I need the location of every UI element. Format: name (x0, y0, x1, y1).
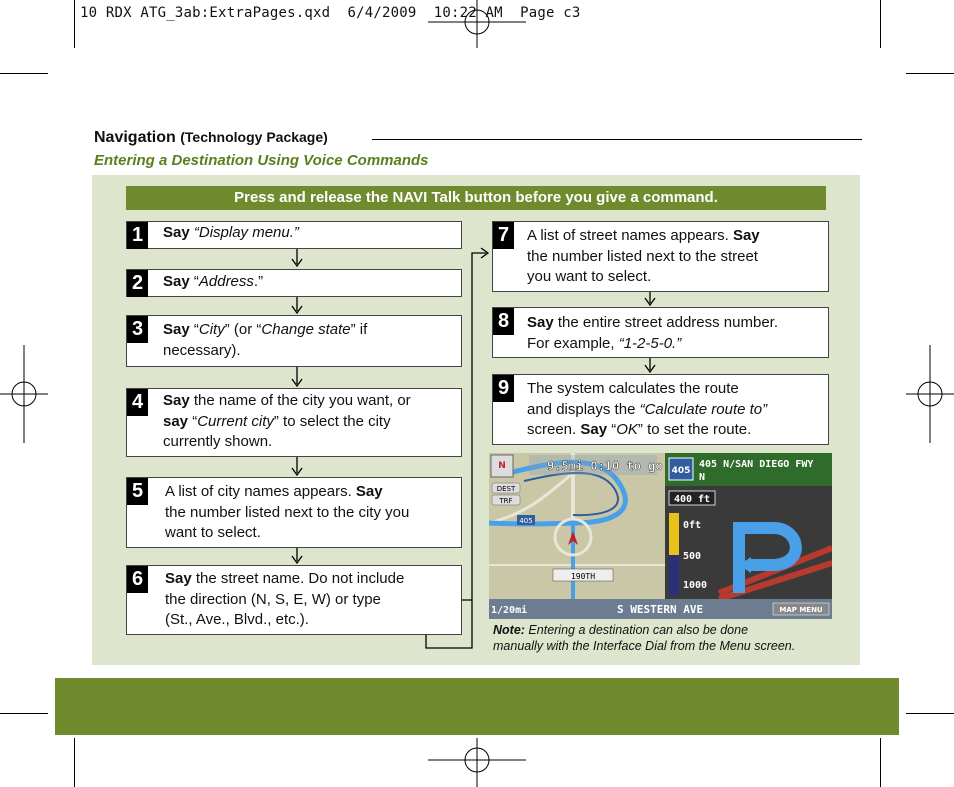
step-text-fragment: “ (607, 421, 617, 438)
step-text-fragment: Say (165, 570, 192, 587)
step-text-fragment: “1-2-5-0.” (618, 334, 682, 352)
dest-label: DEST (496, 485, 516, 493)
distance-readout: 9.5mi 0:10 to go (547, 459, 663, 473)
current-street: S WESTERN AVE (617, 603, 704, 616)
step-text-fragment: Say (163, 321, 190, 338)
step-number: 2 (127, 270, 148, 297)
arrow-6-7 (426, 248, 488, 648)
arrow-7-8 (645, 292, 655, 305)
arrow-4-5 (292, 457, 302, 475)
step-text-fragment: ” (or “ (224, 321, 262, 338)
step-text-fragment: the entire street address number. (553, 314, 778, 331)
hwy-shield-small-label: 405 (519, 517, 533, 525)
step-text-fragment: Say (163, 224, 190, 241)
map-menu-label: MAP MENU (779, 606, 823, 614)
instruction-banner: Press and release the NAVI Talk button before you give a command. (126, 186, 826, 210)
step-text-fragment: For example, (527, 334, 619, 352)
title-text: Navigation (94, 129, 176, 146)
step-text-fragment: want to select. (165, 524, 261, 541)
step-text-fragment: ” to set the route. (637, 421, 752, 438)
gauge-label: 1000 (683, 580, 708, 591)
step-text-fragment: Say (732, 227, 760, 244)
step-text-fragment: “Display menu.” (193, 224, 299, 241)
step-text-fragment: (St., Ave., Blvd., etc.). (165, 611, 309, 628)
step-text-fragment: the street name. Do not include (191, 570, 405, 587)
compass-label: N (498, 461, 506, 471)
arrow-3-4 (292, 367, 302, 386)
step-text-fragment: OK (616, 421, 638, 438)
print-slug: 10 RDX ATG_3ab:ExtraPages.qxd 6/4/2009 10:22 AM Page c3 (80, 5, 581, 21)
step-number: 6 (127, 566, 148, 593)
gauge-label: 0ft (683, 520, 702, 531)
step-text-fragment: The system calculates the route (527, 380, 739, 397)
step-number: 4 (127, 389, 148, 416)
navigation-screen-image (489, 453, 832, 619)
step-number: 8 (493, 308, 514, 335)
map-scale: 1/20mi (491, 605, 528, 616)
arrow-5-6 (292, 548, 302, 563)
gauge-label: 500 (683, 551, 702, 562)
step-text-fragment: ” to select the city (273, 412, 391, 430)
step-text-fragment: Say (355, 483, 383, 500)
distance-gauge-fill (669, 555, 679, 595)
step-number: 7 (493, 222, 514, 249)
section-heading: Entering a Destination Using Voice Commands (94, 152, 429, 169)
step-text-fragment: A list of city names appears. (165, 483, 356, 500)
step-text-fragment: Say (163, 392, 190, 409)
step-number: 9 (493, 375, 514, 402)
note-label: Note: (493, 623, 525, 637)
arrow-1-2 (292, 249, 302, 266)
step-text-fragment: A list of street names appears. (527, 227, 733, 244)
step-text-fragment: “Calculate route to” (639, 400, 768, 418)
footer-bar (55, 678, 899, 735)
step-text-fragment: and displays the (527, 400, 640, 418)
hwy-shield-label: 405 (671, 466, 691, 476)
traffic-label: TRF (499, 497, 513, 505)
distance-ahead: 400 ft (673, 494, 711, 505)
note-line-2: manually with the Interface Dial from the Menu screen. (493, 639, 796, 653)
road-direction: N (699, 472, 706, 483)
step-text-fragment: screen. (527, 421, 581, 438)
step-text-fragment: necessary). (163, 341, 241, 359)
step-text-fragment: Say (527, 314, 554, 331)
step-text-fragment: ” if (350, 321, 368, 338)
step-text-fragment: currently shown. (163, 433, 273, 450)
step-text-fragment: Current city (197, 412, 274, 430)
step-text-fragment: “ (189, 321, 199, 338)
step-text-fragment: .” (253, 273, 264, 290)
step-text-fragment: “ (188, 412, 198, 430)
step-number: 1 (127, 222, 148, 249)
arrow-8-9 (645, 358, 655, 372)
step-number: 5 (127, 478, 148, 505)
step-text-fragment: “ (189, 273, 199, 290)
step-text-fragment: Address (198, 273, 254, 290)
step-text-fragment: say (163, 412, 189, 430)
road-name: 405 N/SAN DIEGO FWY (699, 459, 814, 470)
step-text-fragment: the name of the city you want, or (189, 392, 411, 409)
step-text-fragment: you want to select. (527, 268, 652, 285)
step-number: 3 (127, 316, 148, 343)
poi-label: 190TH (570, 572, 596, 581)
step-text-fragment: Change state (261, 321, 351, 338)
step-text-fragment: Say (163, 273, 190, 290)
step-text-fragment: the number listed next to the city you (165, 503, 410, 521)
step-text-fragment: the direction (N, S, E, W) or type (165, 590, 381, 608)
step-text-fragment: the number listed next to the street (527, 247, 758, 265)
step-text-fragment: City (198, 321, 225, 338)
note-line-1: Entering a destination can also be done (524, 623, 749, 637)
arrow-2-3 (292, 297, 302, 313)
note-text (493, 622, 795, 654)
title-subtitle: (Technology Package) (180, 129, 328, 145)
step-text-fragment: Say (580, 421, 608, 438)
